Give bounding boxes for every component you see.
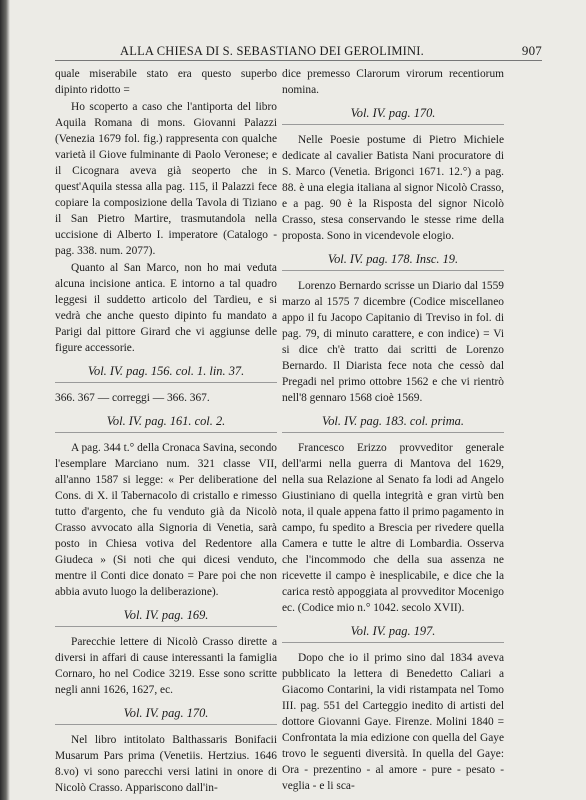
paragraph: 366. 367 — correggi — 366. 367. [55,392,210,404]
paragraph: dice premesso Clarorum virorum recentiorum nomina. [282,68,504,96]
section-heading: Vol. IV. pag. 170. [55,705,277,725]
paragraph: Quanto al San Marco, non ho mai veduta alcuna incisione antica. E intorno a tal quadro leggesi il suddetto articolo del Tardieu, e si vedrà che anche questo dipinto fu mandato a Parigi dal pittore Girard che vi aggiunse delle figure accessorie. [55,262,277,354]
running-header [55,40,542,58]
paragraph: Nelle Poesie postume di Pietro Michiele dedicate al cavalier Batista Nani procuratore di S. Marco (Venetia. Brigonci 1671. 12.°) a pag. 88. è una elegia italiana al signor Nicolò Crasso, e a pag. 90 è la Risposta del signor Nicolò Crasso, stesa conservando le stesse rime della proposta. Sono in vicendevole elogio. [282,134,504,242]
paragraph: Nel libro intitolato Balthassaris Bonifacii Musarum Pars prima (Venetiis. Hertzius. 1646 8.vo) vi sono parecchi versi latini in onore di Nicolò Crasso. Appariscono dall'in- [55,734,277,794]
section-heading: Vol. IV. pag. 197. [282,623,504,643]
paragraph: quale miserabile stato era questo superbo dipinto ridotto = [55,68,277,96]
left-column [55,66,277,796]
section-heading: Vol. IV. pag. 183. col. prima. [282,413,504,433]
right-column [282,66,504,794]
paragraph: Lorenzo Bernardo scrisse un Diario dal 1559 marzo al 1575 7 dicembre (Codice miscellaneo appo il fu Jacopo Capitanio di Treviso in fol. di pag. 79, di minuto carattere, e con indice) = Vi si dice ch'è tratto dai scritti de Lorenzo Bernardo. Il Diarista fece nota che cessò dal Pregadi nel primo ottobre 1562 e che vi rientrò nell'8 gennaro 1568 cioè 1569. [282,280,504,404]
section-heading: Vol. IV. pag. 169. [55,607,277,627]
page-number: 907 [521,43,542,58]
paragraph: Parecchie lettere di Nicolò Crasso dirette a diversi in affari di cause interessanti la famiglia Cornaro, ho nel Codice 3219. Esse sono scritte negli anni 1626, 1627, ec. [55,636,277,696]
paragraph: Ho scoperto a caso che l'antiporta del libro Aquila Romana di mons. Giovanni Palazzi (Venezia 1679 fol. fig.) rappresenta con qualche varietà il Giove fulminante di Paolo Veronese; e il Cicognara aveva già seoperto che in quest'Aquila stessa alla pag. 115, il Palazzi fece copiare la composizione della Tavola di Tiziano il San Pietro Martire, trasmutandola nella uccisione di Alberto I. imperatore (Catalogo - pag. 338. num. 2077). [55,101,277,257]
section-heading: Vol. IV. pag. 178. Insc. 19. [282,251,504,271]
scan-shadow-edge [0,0,10,800]
section-heading: Vol. IV. pag. 170. [282,105,504,125]
paragraph: Dopo che io il primo sino dal 1834 aveva pubblicato la lettera di Benedetto Caliari a Giacomo Contarini, la vidi ristampata nel Tomo III. pag. 551 del Carteggio inedito di artisti del dottore Giovanni Gaye. Firenze. Molini 1840 = Confrontata la mia edizione con quella del Gaye trovo le seguenti diversità. In quella del Gaye: Ora - prezentino - al amore - pure - pesato - veglia - e li sca- [282,652,504,792]
section-heading: Vol. IV. pag. 161. col. 2. [55,413,277,433]
section-heading: Vol. IV. pag. 156. col. 1. lin. 37. [55,363,277,383]
header-rule [55,60,542,61]
running-title: ALLA CHIESA DI S. SEBASTIANO DEI GEROLIMINI. [120,44,424,58]
paragraph: Francesco Erizzo provveditor generale dell'armi nella guerra di Mantova del 1629, nella sua Relazione al Senato fa lodi ad Angelo Giustiniano di quella integrità e gran virtù ben nota, il quale appena fatto il primo pagamento in campo, fu spedito a Brescia per rivedere quella Camera e tutte le altre di Lombardia. Osserva che l'incommodo che della sua assenza ne ricevette il campo è inesplicabile, e dice che la carica restò appoggiata al provveditor Mocenigo ec. (Codice mio n.° 1042. secolo XVII). [282,442,504,614]
paragraph: A pag. 344 t.° della Cronaca Savina, secondo l'esemplare Marciano num. 321 classe VII, all'anno 1587 si legge: « Per deliberatione del Cons. di X. il Tabernacolo di cristallo e rimesso tutto d'argento, che fu venduto già da Nicolò Crasso avvocato alla Signoria di Venetia, sarà posto in Chiesa votiva del Redentore alla Giudeca » (Si noti che qui dicesi venduto, mentre il Conti dice donato = Pare poi che non abbia avuto luogo la deliberazione). [55,442,277,598]
